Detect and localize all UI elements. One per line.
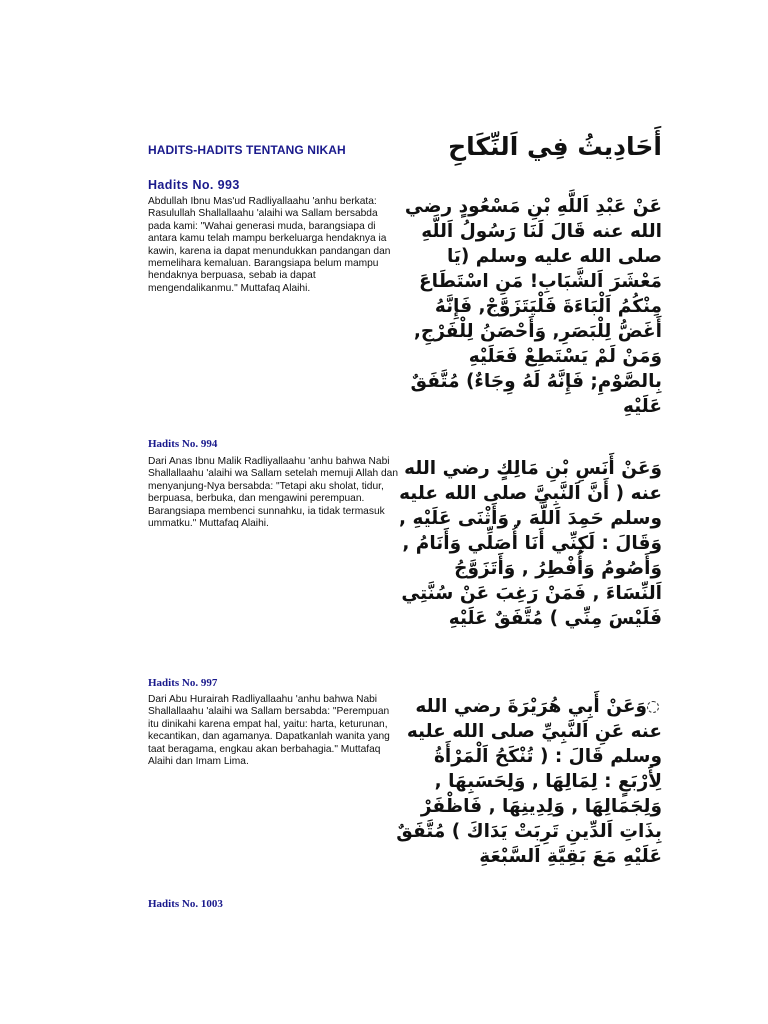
hadith-heading-993: Hadits No. 993 bbox=[148, 178, 240, 192]
hadith-text-994: Dari Anas Ibnu Malik Radliyallaahu 'anhu bahwa Nabi Shallallaahu 'alaihi wa Sallam setelah memuji Allah dan menyanjung-Nya bersabda: "Tetapi aku sholat, tidur, berpuasa, berbuka, dan mengawini perempuan. Barangsiapa membenci sunnahku, ia tidak termasuk ummatku." Muttafaq Alaihi. bbox=[148, 456, 398, 530]
hadith-arabic-997-text: وَعَنْ أَبِي هُرَيْرَةَ رضي الله عنه عَنِ اَلنَّبِيِّ صلى الله عليه وسلم قَالَ : ( تُنْكَحُ اَلْمَرْأَةُ لِأَرْبَعٍ : لِمَالِهَا , وَلِحَسَبِهَا , وَلِجَمَالِهَا , وَلِدِينِهَا , فَاظْفَرْ بِذَاتِ اَلدِّينِ تَرِبَتْ يَدَاكَ ) مُتَّفَقٌ عَلَيْهِ مَعَ بَقِيَّةِ اَلسَّبْعَةِ bbox=[396, 696, 662, 867]
page-title: HADITS-HADITS TENTANG NIKAH bbox=[148, 143, 346, 157]
hadith-arabic-993: عَنْ عَبْدِ اَللَّهِ بْنِ مَسْعُودٍ رضي الله عنه قَالَ لَنَا رَسُولُ اَللَّهِ صلى الله عليه وسلم (يَا مَعْشَرَ اَلشَّبَابِ! مَنِ اسْتَطَاعَ مِنْكُمُ اَلْبَاءَةَ فَلْيَتَزَوَّجْ, فَإِنَّهُ أَغَضُّ لِلْبَصَرِ, وَأَحْصَنُ لِلْفَرْجِ, وَمَنْ لَمْ يَسْتَطِعْ فَعَلَيْهِ بِالصَّوْمِ; فَإِنَّهُ لَهُ وِجَاءٌ) مُتَّفَقٌ عَلَيْهِ bbox=[404, 196, 662, 417]
hadith-heading-1003: Hadits No. 1003 bbox=[148, 898, 223, 910]
hadith-heading-994: Hadits No. 994 bbox=[148, 438, 218, 450]
page-title-arabic: أَحَادِيثُ فِي اَلنِّكَاحِ bbox=[448, 132, 662, 161]
hadith-heading-997: Hadits No. 997 bbox=[148, 677, 218, 689]
hadith-arabic-997 bbox=[394, 694, 662, 869]
hadith-arabic-994: وَعَنْ أَنَسِ بْنِ مَالِكٍ رضي الله عنه ( أَنَّ اَلنَّبِيَّ صلى الله عليه وسلم حَمِدَ اَللَّهَ , وَأَثْنَى عَلَيْهِ , وَقَالَ : لَكِنِّي أَنَا أُصَلِّي وَأَنَامُ , وَأَصُومُ وَأُفْطِرُ , وَأَتَزَوَّجُ اَلنِّسَاءَ , فَمَنْ رَغِبَ عَنْ سُنَّتِي فَلَيْسَ مِنِّي ) مُتَّفَقٌ عَلَيْهِ bbox=[399, 458, 662, 629]
hadith-text-993: Abdullah Ibnu Mas'ud Radliyallaahu 'anhu berkata: Rasulullah Shallallaahu 'alaihi wa Sallam bersabda pada kami: "Wahai generasi muda, barangsiapa di antara kamu telah mampu berkeluarga hendaknya ia kawin, karena ia dapat menundukkan pandangan dan memelihara kemaluan. Barangsiapa belum mampu hendaknya berpuasa, sebab ia dapat mengendalikanmu." Muttafaq Alaihi. bbox=[148, 196, 391, 294]
dotted-circle-mark bbox=[647, 701, 659, 713]
hadith-text-997: Dari Abu Hurairah Radliyallaahu 'anhu bahwa Nabi Shallallaahu 'alaihi wa Sallam bersabda: "Perempuan itu dinikahi karena empat hal, yaitu: harta, keturunan, kecantikan, dan agamanya. Dapatkanlah wanita yang taat beragama, engkau akan berbahagia." Muttafaq Alaihi dan Imam Lima. bbox=[148, 694, 390, 768]
